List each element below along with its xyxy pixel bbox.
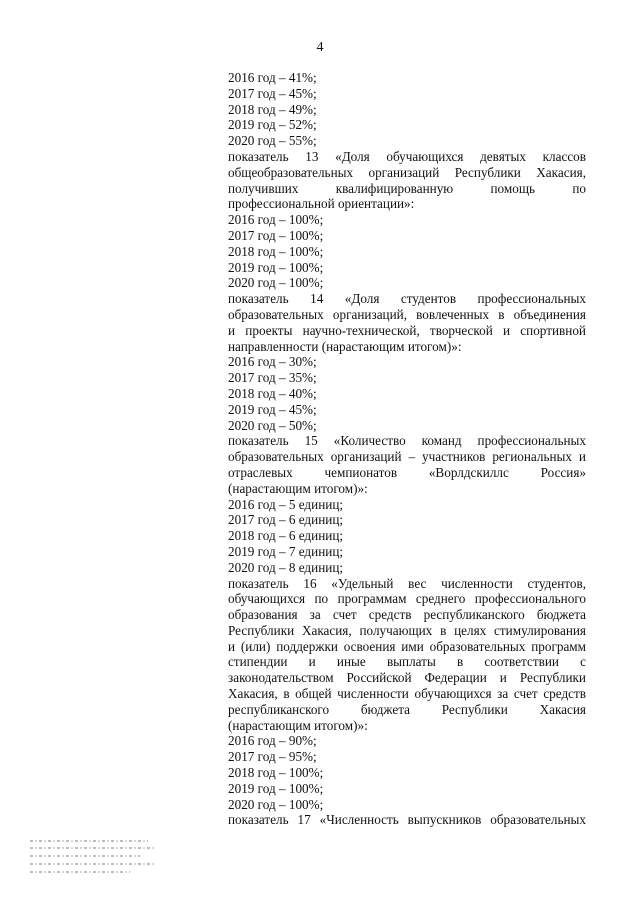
text-line: отраслевых чемпионатов «Ворлдскиллс Россия» (228, 464, 586, 480)
text-line: законодательством Российской Федерации и Республики (228, 670, 586, 686)
text-line: 2017 год – 6 единиц; (228, 512, 344, 528)
text-line: 2017 год – 35%; (228, 370, 317, 386)
text-line: 2018 год – 100%; (228, 765, 324, 781)
text-line: 2020 год – 50%; (228, 417, 317, 433)
text-line: показатель 15 «Количество команд профессиональных (228, 433, 586, 449)
text-line: показатель 17 «Численность выпускников образовательных (228, 812, 586, 828)
text-line: 2020 год – 55%; (228, 133, 317, 149)
text-line: образовательных организаций – участников региональных и (228, 449, 586, 465)
text-line: 2018 год – 6 единиц; (228, 528, 344, 544)
text-line: профессиональной ориентации»: (228, 196, 415, 212)
text-line: 2017 год – 95%; (228, 749, 317, 765)
text-line: образовательных организаций, вовлеченных в объединения (228, 306, 586, 322)
text-line: 2017 год – 45%; (228, 85, 317, 101)
text-line: стипендии и иные выплаты в соответствии с (228, 654, 586, 670)
text-line: 2020 год – 100%; (228, 796, 324, 812)
text-line: общеобразовательных организаций Республики Хакасия, (228, 164, 586, 180)
text-line: обучающихся по программам среднего профессионального (228, 591, 586, 607)
text-line: 2020 год – 100%; (228, 275, 324, 291)
text-line: показатель 13 «Доля обучающихся девятых классов (228, 148, 586, 164)
text-line: образования за счет средств республиканского бюджета (228, 607, 586, 623)
text-line: показатель 14 «Доля студентов профессиональных (228, 291, 586, 307)
text-line: 2019 год – 100%; (228, 780, 324, 796)
text-line: 2019 год – 7 единиц; (228, 543, 344, 559)
text-line: 2019 год – 45%; (228, 401, 317, 417)
text-line: 2016 год – 5 единиц; (228, 496, 344, 512)
document-body (228, 70, 586, 828)
text-line: (нарастающим итогом)»: (228, 717, 368, 733)
text-line: и (или) поддержки освоения ими образовательных программ (228, 638, 586, 654)
text-line: 2018 год – 40%; (228, 385, 317, 401)
text-line: 2016 год – 41%; (228, 70, 317, 85)
text-line: (нарастающим итогом)»: (228, 480, 368, 496)
text-line: 2016 год – 100%; (228, 212, 324, 228)
text-line: и проекты научно-технической, творческой и спортивной (228, 322, 586, 338)
text-line: 2018 год – 49%; (228, 101, 317, 117)
text-line: 2019 год – 52%; (228, 117, 317, 133)
text-line: получивших квалифицированную помощь по (228, 180, 586, 196)
text-line: Хакасия, в общей численности обучающихся за счет средств (228, 686, 586, 702)
text-line: направленности (нарастающим итогом)»: (228, 338, 462, 354)
text-line: показатель 16 «Удельный вес численности студентов, (228, 575, 586, 591)
page-number: 4 (316, 40, 324, 55)
text-line: 2017 год – 100%; (228, 227, 324, 243)
text-line: 2016 год – 90%; (228, 733, 317, 749)
document-stamp (30, 838, 158, 882)
text-line: Республики Хакасия, получающих в целях стимулирования (228, 622, 586, 638)
text-line: 2020 год – 8 единиц; (228, 559, 344, 575)
text-line: 2018 год – 100%; (228, 243, 324, 259)
text-line: 2016 год – 30%; (228, 354, 317, 370)
text-line: республиканского бюджета Республики Хакасия (228, 701, 586, 717)
text-line: 2019 год – 100%; (228, 259, 324, 275)
